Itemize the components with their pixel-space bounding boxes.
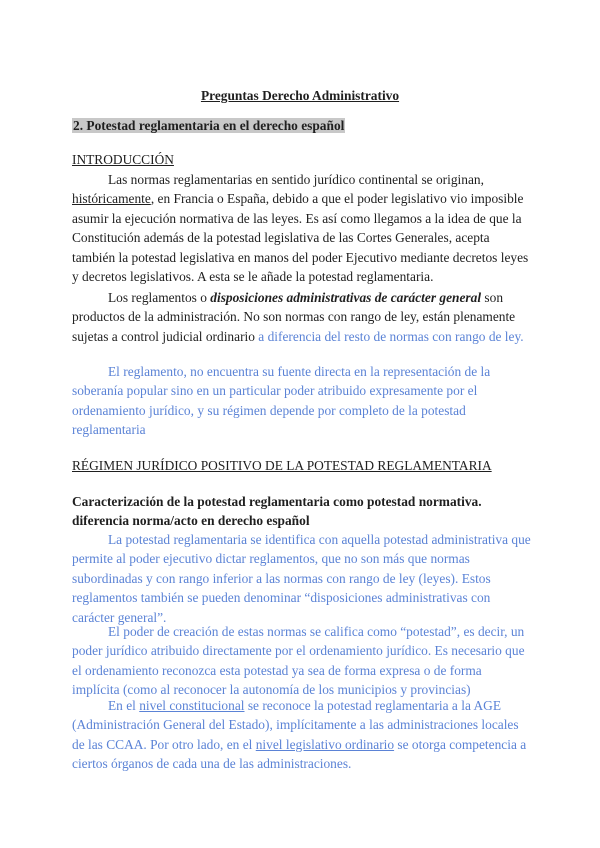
paragraph-2 <box>72 288 532 346</box>
section-heading <box>72 116 532 135</box>
paragraph-1-underlined: históricamente <box>72 191 151 207</box>
paragraph-5: El poder de creación de estas normas se califica como “potestad”, es decir, un poder jurídico atribuido directamente por el ordenamiento jurídico. Es necesario que el ordenamiento reconozca esta potestad ya sea de forma expresa o de forma implícita (como al reconocer la autonomía de los municipios y provincias) <box>72 624 525 698</box>
paragraph-2-blue-text: a diferencia del resto de normas con rango de ley. <box>254 328 524 344</box>
sub-heading: Caracterización de la potestad reglamentaria como potestad normativa. diferencia norma/acto en derecho español <box>72 494 482 529</box>
section-heading-highlight: 2. Potestad reglamentaria en el derecho español <box>73 118 345 133</box>
nivel-constitucional-link[interactable]: nivel constitucional <box>139 698 245 713</box>
regimen-heading: RÉGIMEN JURÍDICO POSITIVO DE LA POTESTAD REGLAMENTARIA <box>72 458 492 473</box>
intro-heading: INTRODUCCIÓN <box>72 152 174 167</box>
paragraph-4: La potestad reglamentaria se identifica con aquella potestad administrativa que permite al poder ejecutivo dictar reglamentos, que no son más que normas subordinadas y con rango inferior a las normas con rango de ley (leyes). Estos reglamentos también se pueden denominar “disposiciones administrativas con carácter general”. <box>72 532 531 625</box>
paragraph-6-text-c: se otorga competencia a ciertos órganos de cada una de las administraciones. <box>72 736 527 772</box>
paragraph-6-text-a: En el <box>108 698 140 713</box>
document-title: Preguntas Derecho Administrativo <box>200 88 400 103</box>
paragraph-1 <box>72 170 532 286</box>
paragraph-2-bold-italic: disposiciones administrativas de carácter general <box>210 290 482 305</box>
paragraph-6 <box>72 696 532 774</box>
paragraph-6-text-b: se reconoce la potestad reglamentaria a la AGE (Administración General del Estado), implícitamente a las administraciones locales de las CCAA. Por otro lado, en el <box>72 698 519 752</box>
paragraph-2-text-b: son productos de la administración. No son normas con rango de ley, están plenamente sujetas a control judicial ordinario <box>72 290 516 344</box>
paragraph-2-text-a: Los reglamentos o <box>108 290 211 305</box>
paragraph-3: El reglamento, no encuentra su fuente directa en la representación de la soberanía popular sino en un particular poder atribuido expresamente por el ordenamiento jurídico, y su régimen depende por completo de la potestad reglamentaria <box>72 364 491 438</box>
paragraph-1-text-a: Las normas reglamentarias en sentido jurídico continental se originan, <box>108 172 484 187</box>
nivel-legislativo-link[interactable]: nivel legislativo ordinario <box>255 736 395 752</box>
paragraph-1-text-b: , en Francia o España, debido a que el poder legislativo vio imposible asumir la ejecución normativa de las leyes. Es así como llegamos a la idea de que la Constitución además de la potestad legislativa de las Cortes Generales, acepta también la potestad legislativa en manos del poder Ejecutivo mediante decretos leyes y decretos legislativos. A esta se le añade la potestad reglamentaria. <box>72 191 529 285</box>
